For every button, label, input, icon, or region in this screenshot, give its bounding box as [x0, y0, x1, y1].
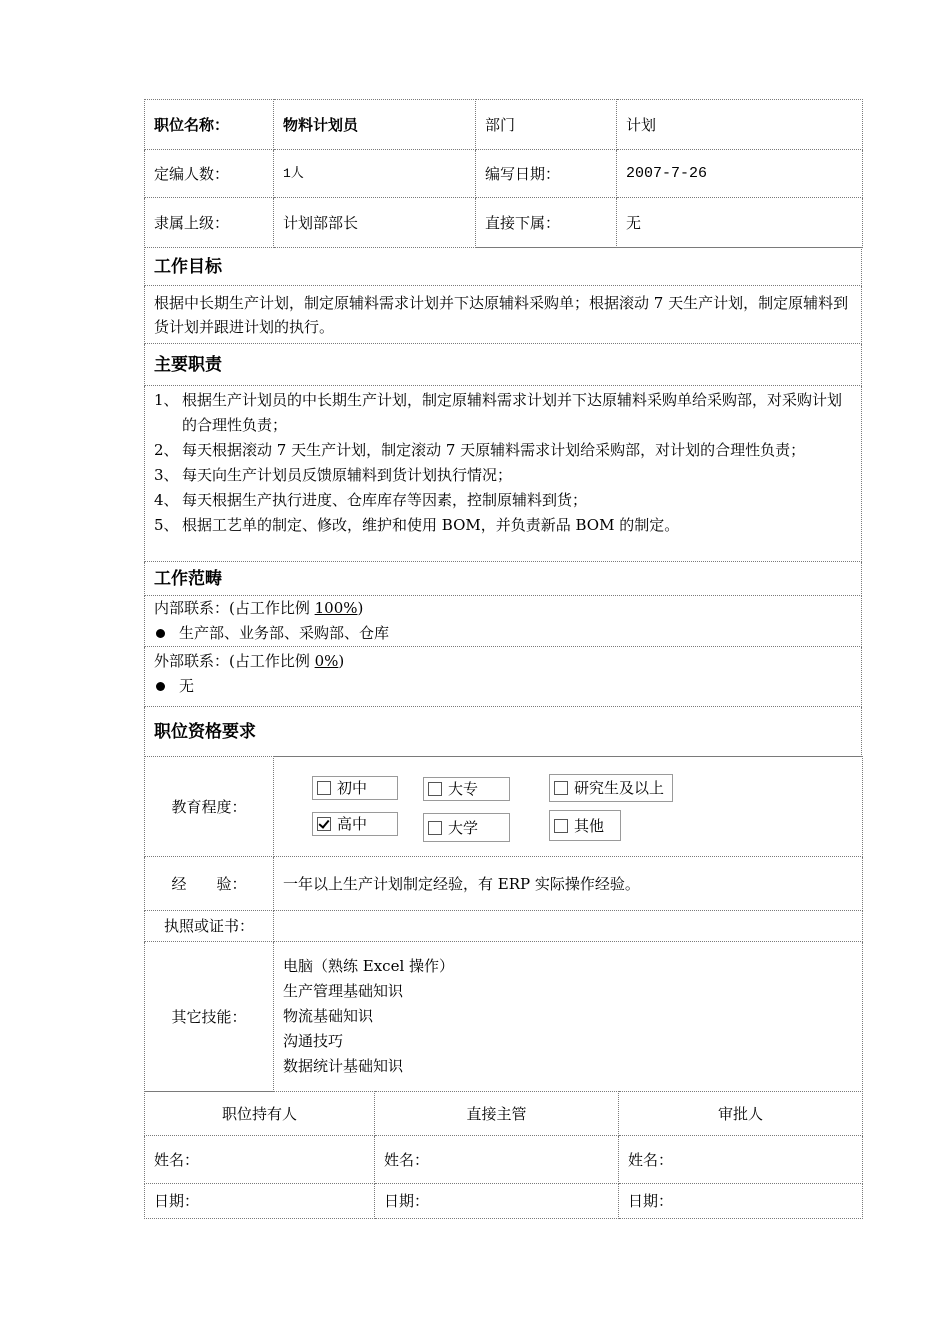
signoff-table	[144, 1091, 863, 1219]
content-table	[144, 247, 862, 757]
experience-label: 经 验：	[145, 857, 274, 911]
experience-value: 一年以上生产计划制定经验，有 ERP 实际操作经验。	[274, 857, 863, 911]
duty-item: 5、 根据工艺单的制定、修改，维护和使用 BOM，并负责新品 BOM 的制定。	[154, 516, 680, 534]
dept-label: 部门	[476, 100, 617, 150]
skills-label: 其它技能：	[145, 942, 274, 1092]
date-value: 2007-7-26	[617, 150, 863, 198]
subordinate-value: 无	[617, 198, 863, 248]
date-label: 编写日期：	[476, 150, 617, 198]
education-option-university[interactable]: 大学	[423, 813, 510, 842]
signoff-approver: 审批人	[619, 1092, 863, 1136]
headcount-label: 定编人数：	[145, 150, 274, 198]
subordinate-label: 直接下属：	[476, 198, 617, 248]
license-value	[274, 911, 863, 942]
internal-contact-item: 生产部、业务部、采购部、仓库	[154, 621, 852, 646]
superior-label: 隶属上级：	[145, 198, 274, 248]
skill-item: 数据统计基础知识	[283, 1057, 404, 1075]
superior-value: 计划部部长	[274, 198, 476, 248]
skill-item: 沟通技巧	[283, 1032, 344, 1050]
education-option-college[interactable]: 大专	[423, 777, 510, 801]
external-contact: 外部联系：(占工作比例 0%) 无	[145, 647, 862, 707]
internal-contact: 内部联系：(占工作比例 100%) 生产部、业务部、采购部、仓库	[145, 596, 862, 647]
holder-date-field[interactable]: 日期：	[145, 1184, 375, 1219]
scope-title: 工作范畴	[145, 562, 862, 596]
holder-name-field[interactable]: 姓名：	[145, 1136, 375, 1184]
supervisor-date-field[interactable]: 日期：	[375, 1184, 619, 1219]
signoff-supervisor: 直接主管	[375, 1092, 619, 1136]
qualification-title: 职位资格要求	[145, 707, 862, 757]
supervisor-name-field[interactable]: 姓名：	[375, 1136, 619, 1184]
education-option-other[interactable]: 其他	[549, 810, 621, 841]
education-label: 教育程度：	[145, 757, 274, 857]
approver-date-field[interactable]: 日期：	[619, 1184, 863, 1219]
checkbox-icon[interactable]	[428, 821, 442, 835]
headcount-value: 1人	[274, 150, 476, 198]
duty-item: 3、 每天向生产计划员反馈原辅料到货计划执行情况；	[154, 466, 513, 484]
goal-title: 工作目标	[145, 248, 862, 286]
duty-item: 2、 每天根据滚动 7 天生产计划，制定滚动 7 天原辅料需求计划给采购部，对计划的合理性负责；	[154, 441, 806, 459]
position-label: 职位名称：	[145, 100, 274, 150]
education-option-high-school[interactable]: 高中	[312, 812, 398, 836]
skill-item: 物流基础知识	[283, 1007, 374, 1025]
skill-item: 生产管理基础知识	[283, 982, 404, 1000]
skill-item: 电脑（熟练 Excel 操作）	[283, 957, 455, 975]
duties-list	[145, 386, 862, 562]
education-option-junior[interactable]: 初中	[312, 776, 398, 800]
qualification-table	[144, 756, 863, 1092]
dept-value: 计划	[617, 100, 863, 150]
duty-item: 1、 根据生产计划员的中长期生产计划，制定原辅料需求计划并下达原辅料采购单给采购部，对采购计划的合理性负责；	[154, 391, 843, 434]
duty-item: 4、 每天根据生产执行进度、仓库库存等因素，控制原辅料到货；	[154, 491, 588, 509]
checkbox-icon[interactable]	[317, 781, 331, 795]
header-table	[144, 99, 863, 248]
checkbox-icon[interactable]	[554, 819, 568, 833]
signoff-holder: 职位持有人	[145, 1092, 375, 1136]
goal-text: 根据中长期生产计划，制定原辅料需求计划并下达原辅料采购单；根据滚动 7 天生产计划，制定原辅料到货计划并跟进计划的执行。	[145, 286, 862, 344]
education-option-postgraduate[interactable]: 研究生及以上	[549, 774, 673, 802]
position-value: 物料计划员	[274, 100, 476, 150]
approver-name-field[interactable]: 姓名：	[619, 1136, 863, 1184]
checked-checkbox-icon[interactable]	[317, 817, 331, 831]
skills-list	[274, 942, 863, 1092]
education-options	[274, 757, 863, 857]
job-description-form	[144, 99, 862, 1219]
license-label: 执照或证书：	[145, 911, 274, 942]
checkbox-icon[interactable]	[554, 781, 568, 795]
checkbox-icon[interactable]	[428, 782, 442, 796]
external-contact-item: 无	[154, 674, 852, 699]
duties-title: 主要职责	[145, 344, 862, 386]
